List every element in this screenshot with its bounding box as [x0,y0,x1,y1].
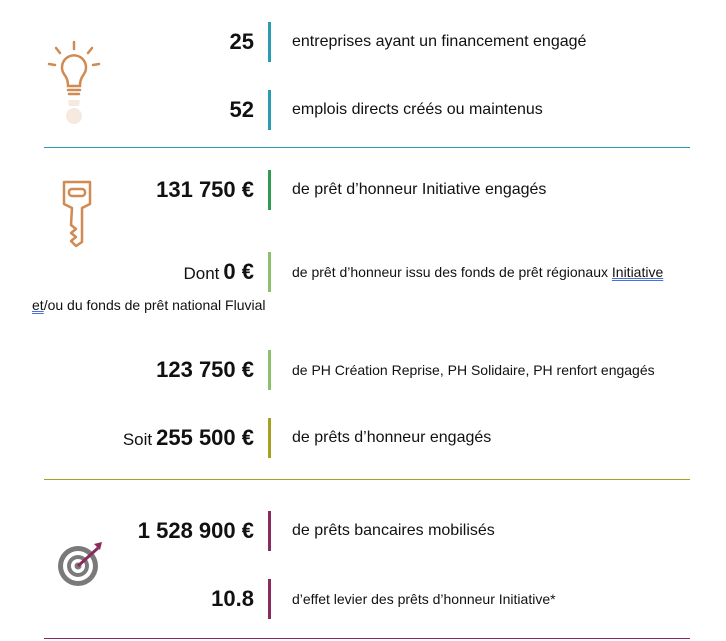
stat-row [0,252,726,292]
stat-label: de prêts bancaires mobilisés [292,522,495,539]
row-divider [268,90,271,130]
stat-row [0,418,726,458]
stat-row [0,579,726,619]
stat-value: 0 € [223,259,254,284]
stat-row [0,22,726,62]
row-divider [268,579,271,619]
stat-row [0,350,726,390]
stat-value: 1 528 900 € [137,518,254,543]
stat-label: entreprises ayant un financement engagé [292,33,587,50]
stat-label-text: de prêt d’honneur issu des fonds de prêt régionaux [292,264,608,280]
stat-row [0,511,726,551]
stat-value: 255 500 € [156,425,254,450]
stat-value: 131 750 € [156,177,254,202]
stat-label-link: et [32,297,44,313]
stat-value-group [123,418,254,460]
stat-label-link: Initiative [611,264,664,280]
stat-prefix: Soit [122,430,153,449]
row-divider [268,170,271,210]
stat-value: 123 750 € [156,357,254,382]
stat-row [0,90,726,130]
row-divider [268,350,271,390]
row-divider [268,22,271,62]
row-divider [268,252,271,292]
section-divider [44,147,690,148]
row-divider [268,418,271,458]
stat-label: de prêt d’honneur Initiative engagés [292,181,547,198]
stat-label-continued [32,297,266,313]
stat-label: de prêts d’honneur engagés [292,429,492,446]
stat-prefix: Dont [183,264,220,283]
stat-label: emplois directs créés ou maintenus [292,101,543,118]
stat-label: de PH Création Reprise, PH Solidaire, PH renfort engagés [292,362,655,378]
section-divider [44,638,690,639]
stat-label [292,252,663,292]
stat-value: 52 [229,97,254,122]
stat-value: 25 [229,29,254,54]
stat-value-group [183,252,254,294]
section-divider [44,479,690,480]
stat-row [0,170,726,210]
stat-value: 10.8 [211,586,254,611]
stat-label-text: /ou du fonds de prêt national Fluvial [43,297,266,313]
row-divider [268,511,271,551]
stat-label: d’effet levier des prêts d’honneur Initiative* [292,591,556,607]
